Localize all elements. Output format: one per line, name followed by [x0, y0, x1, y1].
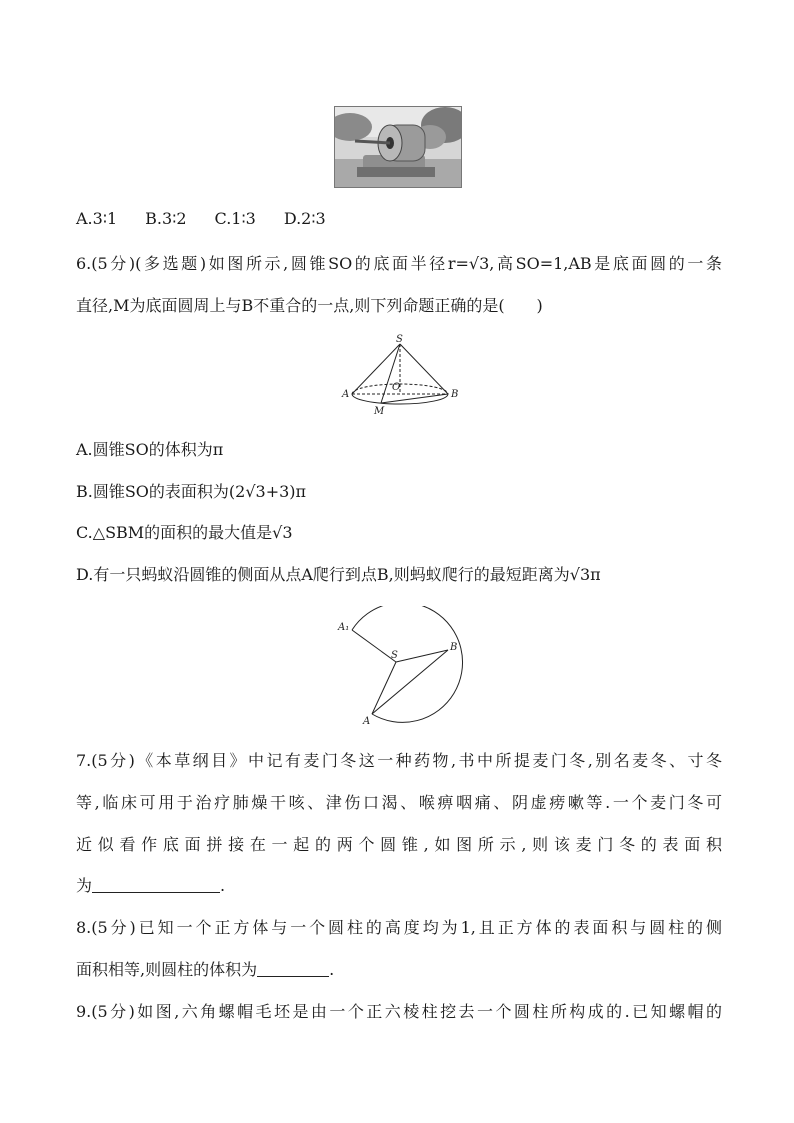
millstone-photo	[334, 106, 462, 188]
cone-figure	[338, 332, 462, 418]
cone-label-m: M	[374, 406, 385, 417]
q6-option-b: B.圆锥SO的表面积为(2√3+3)π	[76, 482, 307, 501]
cone-label-a: A	[342, 389, 350, 400]
q7-stem-line2: 等,临床可用于治疗肺燥干咳、津伤口渴、喉痹咽痛、阴虚痨嗽等.一个麦门冬可	[76, 793, 722, 812]
q5-option-a: A.3∶1	[76, 209, 118, 228]
q9-stem-line1: 9.(5分)如图,六角螺帽毛坯是由一个正六棱柱挖去一个圆柱所构成的.已知螺帽的	[76, 1002, 722, 1021]
q5-option-b: B.3∶2	[145, 209, 187, 228]
q7-stem-line3: 近似看作底面拼接在一起的两个圆锥,如图所示,则该麦门冬的表面积	[76, 835, 722, 854]
q8-line2-suffix: .	[329, 960, 335, 979]
q6-option-a: A.圆锥SO的体积为π	[76, 440, 224, 459]
cone-label-s: S	[396, 334, 403, 345]
q6-option-c: C.△SBM的面积的最大值是√3	[76, 523, 293, 542]
q5-options	[76, 206, 722, 232]
q5-option-c: C.1∶3	[214, 209, 256, 228]
q6-stem-line2: 直径,M为底面圆周上与B不重合的一点,则下列命题正确的是( )	[76, 296, 543, 315]
cone-label-b: B	[451, 389, 459, 400]
millstone-image	[335, 107, 461, 187]
q7-line4-suffix: .	[220, 876, 226, 895]
q8-stem-line1: 8.(5分)已知一个正方体与一个圆柱的高度均为1,且正方体的表面积与圆柱的侧	[76, 918, 722, 937]
cone-label-o: O	[392, 382, 401, 393]
sector-label-a1: A₁	[338, 622, 350, 633]
sector-label-b: B	[450, 642, 458, 653]
sector-label-a: A	[363, 716, 371, 727]
q5-option-d: D.2∶3	[283, 209, 326, 228]
sector-figure	[330, 606, 466, 728]
q7-line4-prefix: 为	[76, 876, 93, 895]
q7-answer-blank[interactable]	[92, 874, 220, 893]
q7-stem-line4	[76, 873, 722, 899]
q7-stem-line1: 7.(5分)《本草纲目》中记有麦门冬这一种药物,书中所提麦门冬,别名麦冬、寸冬	[76, 751, 722, 770]
q8-stem-line2	[76, 957, 722, 983]
q8-answer-blank[interactable]	[257, 958, 329, 977]
q8-line2-prefix: 面积相等,则圆柱的体积为	[76, 960, 258, 979]
q6-option-d: D.有一只蚂蚁沿圆锥的侧面从点A爬行到点B,则蚂蚁爬行的最短距离为√3π	[76, 565, 601, 584]
q6-stem-line1: 6.(5分)(多选题)如图所示,圆锥SO的底面半径r=√3,高SO=1,AB是底面圆的一条	[76, 254, 722, 273]
sector-label-s: S	[391, 650, 398, 661]
